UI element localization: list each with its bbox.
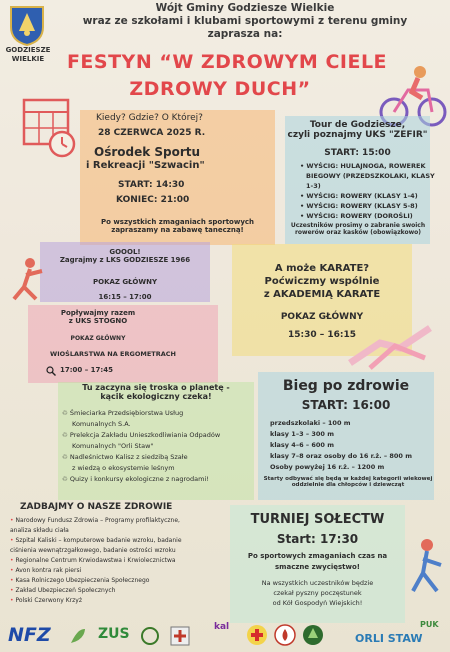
gmina-name: [4, 46, 52, 64]
rowing-line2: z UKS STOGNO: [68, 317, 128, 325]
eco-item: z wiedzą o ekosystemie leśnym: [72, 464, 175, 472]
karate-line2: Poćwiczmy wspólnie: [264, 276, 380, 287]
health-item: • Polski Czerwony Krzyż: [10, 597, 82, 604]
health-item: • Narodowy Fundusz Zdrowia – Programy profilaktyczne,: [10, 517, 180, 524]
rowing-show: POKAZ GŁÓWNY: [70, 335, 126, 342]
header-line2: wraz ze szkołami i klubami sportowymi z terenu gminy: [82, 15, 408, 27]
start-time: START: 14:30: [118, 180, 185, 190]
hospital-logo-icon: [168, 624, 192, 648]
football-line1: GOOOL!: [109, 248, 141, 256]
tour-item: • WYŚCIG: ROWERY (KLASY 1-4): [300, 192, 418, 200]
run-row: klasy 4–6 – 600 m: [270, 441, 334, 449]
rowing-section: [28, 309, 168, 325]
turniej-line1: Po sportowych zmaganiach czas na: [247, 552, 388, 560]
health-title: ZADBAJMY O NASZE ZDROWIE: [20, 502, 173, 512]
dance-invite-line2: zapraszamy na zabawę taneczną!: [111, 226, 244, 234]
health-item: analiza składu ciała: [10, 527, 69, 534]
eco-item: ♲ Prelekcja Zakładu Unieszkodliwiania Odpadów: [62, 431, 221, 439]
health-item: • Regionalne Centrum Krwiodawstwa i Krwiolecznictwa: [10, 557, 176, 564]
eco-item: ♲ Nadleśnictwo Kalisz z siedzibą Szałe: [62, 453, 188, 461]
karate-line3: z AKADEMIĄ KARATE: [263, 289, 381, 300]
karate-figure-icon: [340, 318, 435, 373]
football-section: [40, 248, 210, 264]
zus-logo: ZUS: [98, 626, 130, 642]
health-list: [10, 516, 225, 606]
rowing-time: 17:00 – 17:45: [60, 366, 113, 374]
event-date: 28 CZERWCA 2025 R.: [98, 128, 206, 138]
turniej-note: [230, 578, 405, 608]
title-line1: FESTYN “W ZDROWYM CIELE: [66, 51, 388, 73]
football-line2: Zagrajmy z LKS GODZIESZE 1966: [59, 256, 191, 264]
gmina-name-line1: GODZIESZE: [5, 46, 51, 54]
leaf-logo-icon: [68, 626, 88, 646]
eco-list: [62, 408, 257, 485]
orli-staw-logo: ORLI STAW: [355, 632, 423, 645]
eco-title: [58, 383, 254, 401]
run-list: [270, 418, 435, 473]
turniej-line4: czekał pyszny poczęstunek: [273, 589, 362, 597]
run-row: klasy 1–3 – 300 m: [270, 430, 334, 438]
header-intro: [60, 2, 430, 41]
karate-time: 15:30 – 16:15: [287, 330, 357, 340]
title-line2: ZDROWY DUCH”: [129, 78, 311, 100]
run-start: START: 16:00: [301, 398, 391, 412]
football-time: 16:15 – 17:00: [98, 293, 152, 301]
nfz-logo: NFZ: [8, 624, 51, 646]
turniej-text: [230, 551, 405, 573]
health-item: ciśnienia wewnątrzgałkowego, badanie ostrości wzroku: [10, 547, 176, 554]
header-line1: Wójt Gminy Godziesze Wielkie: [155, 2, 335, 14]
puk-logo: PUK: [420, 620, 439, 629]
place-line1: Ośrodek Sportu: [94, 145, 201, 159]
dance-invite-line1: Po wszystkich zmaganiach sportowych: [100, 218, 255, 226]
tour-item: • WYŚCIG: ROWERY (DOROŚLI): [300, 212, 413, 220]
eco-item: ♲ Quizy i konkursy ekologiczne z nagrodami!: [62, 475, 209, 483]
when-question: Kiedy? Gdzie? O Której?: [96, 113, 203, 123]
turniej-start: Start: 17:30: [276, 532, 359, 546]
run-note-line2: oddzielnie dla chłopców i dziewcząt: [291, 482, 405, 488]
eco-title-line1: Tu zaczyna się troska o planetę -: [82, 383, 230, 392]
coat-of-arms-icon: [5, 3, 49, 47]
runner-figure-icon: [8, 255, 48, 315]
health-item: • Kasa Rolniczego Ubezpieczenia Społecznego: [10, 577, 150, 584]
forest-logo-icon: [302, 624, 324, 646]
turniej-line3: Na wszystkich uczestników będzie: [261, 579, 374, 587]
krus-logo-icon: [140, 626, 160, 646]
header-line3: zaprasza na:: [207, 28, 283, 40]
turniej-line2: smaczne zwycięstwo!: [275, 563, 360, 571]
turniej-title: TURNIEJ SOŁECTW: [250, 512, 385, 527]
football-show: POKAZ GŁÓWNY: [92, 278, 158, 286]
end-time: KONIEC: 21:00: [116, 195, 190, 205]
run-row: przedszkolaki – 100 m: [270, 419, 351, 427]
blood-drop-logo-icon: [274, 624, 296, 646]
run-row: klasy 7–8 oraz osoby do 16 r.ż. – 800 m: [270, 452, 412, 460]
tour-list: [300, 161, 435, 221]
tour-title-line2: czyli poznajmy UKS "ZEFIR": [287, 130, 428, 140]
zoom-icon[interactable]: [46, 366, 56, 376]
health-item: • Szpital Kaliski – komputerowe badanie wzroku, badanie: [10, 537, 182, 544]
tour-title-line1: Tour de Godziesze,: [309, 120, 406, 130]
tour-note: [283, 222, 433, 236]
karate-line1: A może KARATE?: [274, 263, 370, 274]
turniej-line5: od Kół Gospodyń Wiejskich!: [272, 599, 363, 607]
tour-title: [285, 120, 430, 140]
dance-invite: [80, 218, 275, 234]
run-note: [262, 476, 434, 488]
tour-note-line2: rowerów oraz kasków (obowiązkowo): [294, 229, 422, 236]
kal-logo: kal: [214, 622, 230, 632]
run-title: Bieg po zdrowie: [282, 378, 410, 394]
eco-item: Komunalnych "Orli Staw": [72, 442, 154, 450]
eco-item: Komunalnych S.A.: [72, 420, 131, 428]
place-line2: i Rekreacji "Szwacin": [86, 160, 205, 171]
tour-note-line1: Uczestników prosimy o zabranie swoich: [290, 222, 426, 229]
sports-figure-icon: [405, 535, 447, 605]
karate-section: [232, 262, 412, 301]
gmina-name-line2: WIELKIE: [11, 55, 45, 63]
health-item: • Avon kontra rak piersi: [10, 567, 82, 574]
tour-item: BIEGOWY (PRZEDSZKOLAKI, KLASY 1-3): [306, 172, 435, 190]
calendar-icon: [20, 90, 80, 160]
run-row: Osoby powyżej 16 r.ż. – 1200 m: [270, 463, 385, 471]
rowing-line3: WIOŚLARSTWA NA ERGOMETRACH: [50, 350, 176, 358]
run-note-line1: Starty odbywać się będą w każdej kategorii wiekowej: [263, 476, 433, 482]
rowing-line1: Popływajmy razem: [60, 309, 136, 317]
tour-start: START: 15:00: [324, 148, 391, 158]
karate-show: POKAZ GŁÓWNY: [280, 312, 364, 322]
health-item: • Zakład Ubezpieczeń Społecznych: [10, 587, 116, 594]
eco-title-line2: kącik ekologiczny czeka!: [100, 392, 212, 401]
tour-item: • WYŚCIG: ROWERY (KLASY 5-8): [300, 202, 418, 210]
eco-item: ♲ Śmieciarka Przedsiębiorstwa Usług: [62, 409, 184, 417]
tour-item: • WYŚCIG: HULAJNOGA, ROWEREK: [300, 162, 426, 170]
sponsor-logos: [0, 620, 450, 652]
red-cross-logo-icon: [246, 624, 268, 646]
